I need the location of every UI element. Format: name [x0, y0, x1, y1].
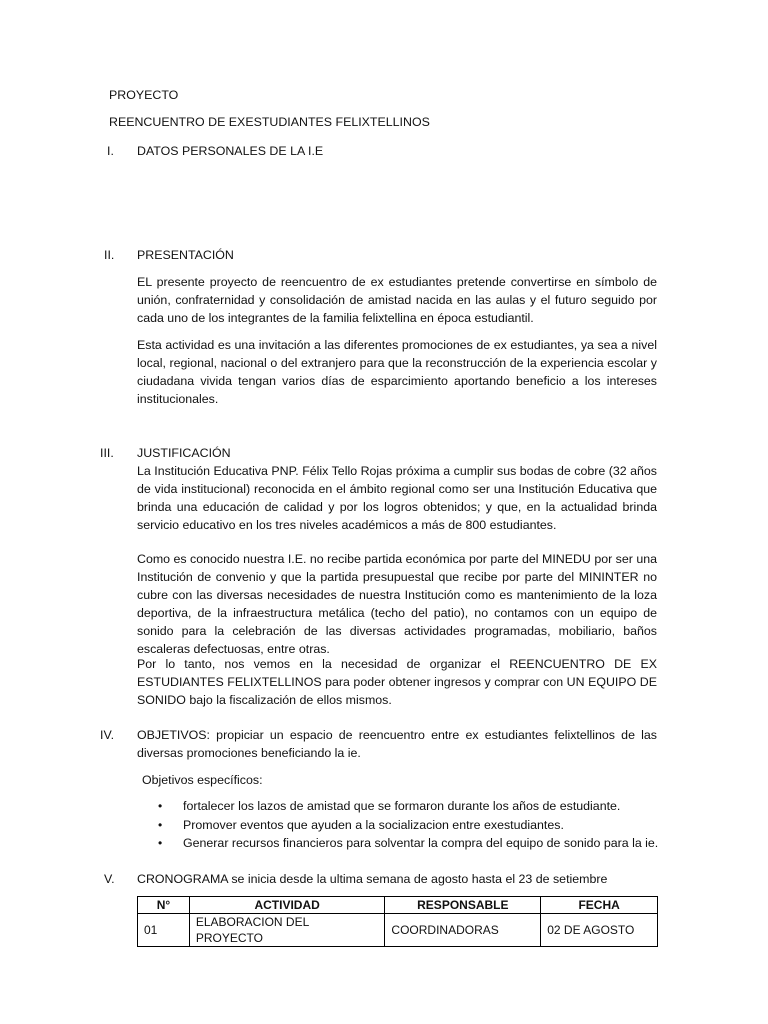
cell-fecha: 02 DE AGOSTO [541, 914, 658, 947]
section-title-cronograma: CRONOGRAMA se inicia desde la ultima semana de agosto hasta el 23 de setiembre [137, 872, 608, 886]
cell-actividad: ELABORACION DEL PROYECTO [189, 914, 385, 947]
table-row [138, 914, 658, 947]
table-header-row [138, 897, 658, 914]
justificacion-paragraph-3: Por lo tanto, nos vemos en la necesidad de organizar el REENCUENTRO DE EX ESTUDIANTES FELIXTELLINOS para poder obtener ingresos y comprar con UN EQUIPO DE SONIDO bajo la fiscalización de ellos mismos. [137, 657, 657, 707]
section-title-justificacion: JUSTIFICACIÓN [137, 446, 231, 460]
objetivos-paragraph: OBJETIVOS: propiciar un espacio de reencuentro entre ex estudiantes felixtellinos de las diversas promociones beneficiando la ie. [137, 728, 657, 760]
bullet-icon: • [158, 836, 163, 850]
section-number-2: II. [104, 248, 115, 262]
column-header-fecha: FECHA [541, 897, 658, 914]
section-number-1: I. [107, 144, 114, 158]
presentacion-paragraph-2: Esta actividad es una invitación a las diferentes promociones de ex estudiantes, ya sea a nivel local, regional, nacional o del extranjero para que la reconstrucción de la experiencia escolar y ciudadana vivida tengan varios días de esparcimiento aportando beneficio a los intereses institucionales. [137, 338, 657, 406]
section-number-4: IV. [100, 728, 115, 742]
section-title-datos: DATOS PERSONALES DE LA I.E [137, 144, 324, 158]
cell-responsable: COORDINADORAS [385, 914, 541, 947]
list-item-text: fortalecer los lazos de amistad que se formaron durante los años de estudiante. [183, 799, 621, 813]
column-header-responsable: RESPONSABLE [385, 897, 541, 914]
justificacion-paragraph-2: Como es conocido nuestra I.E. no recibe partida económica por parte del MINEDU por ser una Institución de convenio y que la partida presupuestal que recibe por parte del MININTER no cubre con las diversas necesidades de nuestra Institución como es mantenimiento de la loza deportiva, de la infraestructura metálica (techo del patio), no contamos con un equipo de sonido para la celebración de las diversas actividades programadas, mobiliario, baños escaleras defectuosas, entre otras. [137, 552, 657, 656]
doc-title: REENCUENTRO DE EXESTUDIANTES FELIXTELLINOS [109, 115, 430, 129]
cell-numero: 01 [138, 914, 190, 947]
presentacion-paragraph-1: EL presente proyecto de reencuentro de ex estudiantes pretende convertirse en símbolo de unión, confraternidad y consolidación de amistad nacida en las aulas y el futuro seguido por cada uno de los integrantes de la familia felixtellina en época estudiantil. [137, 275, 657, 325]
section-title-presentacion: PRESENTACIÓN [137, 248, 234, 262]
section-number-5: V. [104, 872, 115, 886]
objetivos-especificos-title: Objetivos específicos: [142, 773, 263, 787]
bullet-icon: • [158, 799, 163, 813]
cronograma-table [137, 896, 658, 947]
section-number-3: III. [100, 446, 114, 460]
column-header-actividad: ACTIVIDAD [189, 897, 385, 914]
justificacion-paragraph-1: La Institución Educativa PNP. Félix Tello Rojas próxima a cumplir sus bodas de cobre (32 años de vida institucional) reconocida en el ámbito regional como ser una Institución Educativa que brinda una educación de calidad y por los logros obtenidos; y que, en la actualidad brinda servicio educativo en los tres niveles académicos a más de 800 estudiantes. [137, 464, 657, 532]
list-item-text: Generar recursos financieros para solventar la compra del equipo de sonido para la ie. [183, 836, 659, 850]
column-header-numero: N° [138, 897, 190, 914]
doc-label-proyecto: PROYECTO [109, 88, 179, 102]
bullet-icon: • [158, 818, 163, 832]
list-item-text: Promover eventos que ayuden a la socializacion entre exestudiantes. [183, 818, 564, 832]
